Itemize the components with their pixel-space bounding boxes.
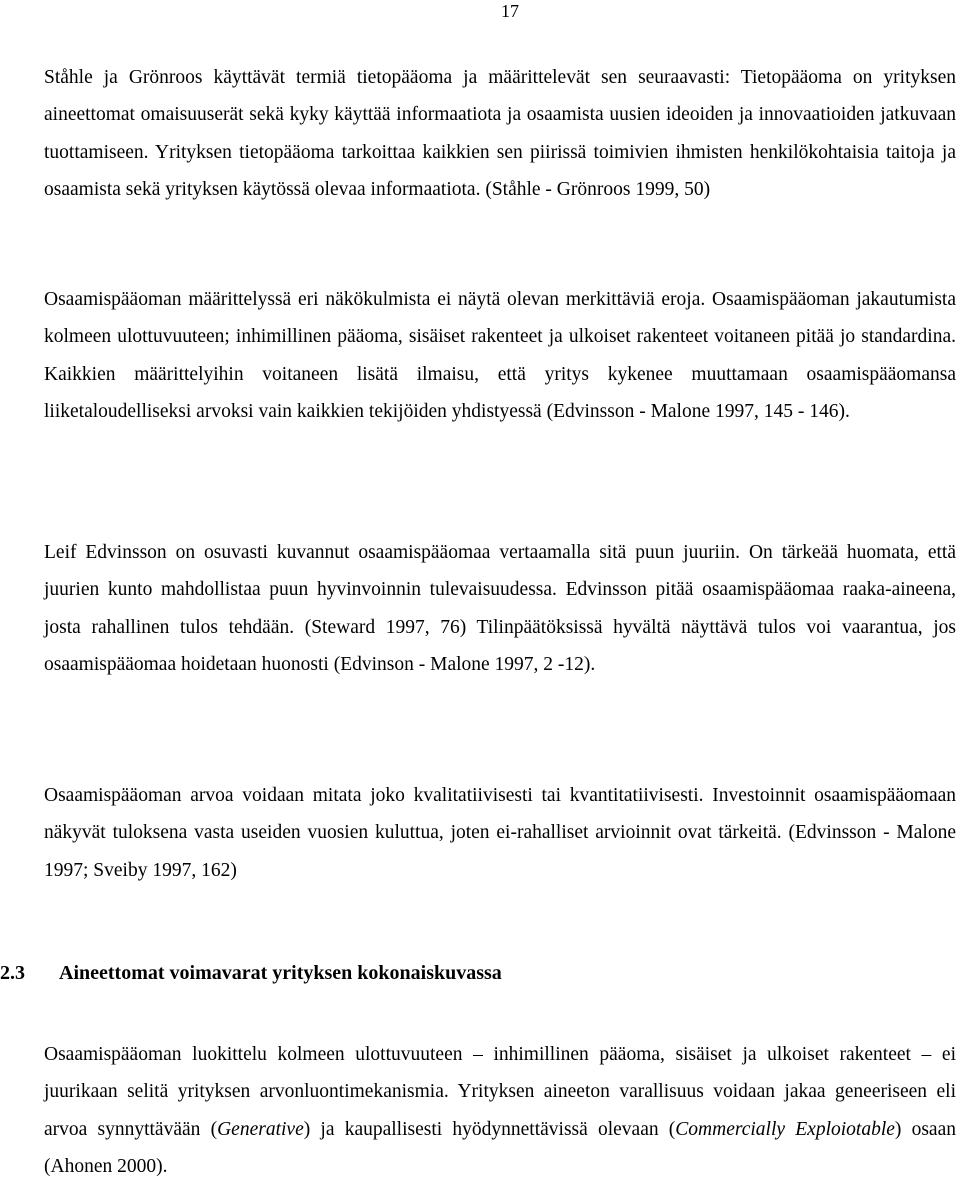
- section-number: 2.3: [0, 962, 25, 984]
- section-title: Aineettomat voimavarat yrityksen kokonaiskuvassa: [59, 962, 502, 984]
- page-number: 17: [501, 1, 519, 21]
- paragraph-intangible-assets: [44, 1036, 956, 1186]
- paragraph-intellectual-capital-definition: Ståhle ja Grönroos käyttävät termiä tietopääoma ja määrittelevät sen seuraavasti: Tietopääoma on yrityksen aineettomat omaisuuserät sekä kyky käyttää informaatiota ja osaamista uusien ideoiden ja innovaatioiden jatkuvaan tuottamiseen. Yrityksen tietopääoma tarkoittaa kaikkien sen piirissä toimivien ihmisten henkilökohtaisia taitoja ja osaamista sekä yrityksen käytössä olevaa informaatiota. (Ståhle - Grönroos 1999, 50): [44, 67, 956, 201]
- term-commercially-exploitable: Commercially Exploiotable: [675, 1118, 895, 1140]
- final-paragraph-text-1: Osaamispääoman luokittelu kolmeen ulottuvuuteen – inhimillinen pääoma, sisäiset ja ulkoiset rakenteet – ei juurikaan selitä yrityksen arvonluontimekanismia. Yrityksen aineeton varallisuus voidaan jakaa geneeriseen eli arvoa synnyttävään (: [44, 1044, 956, 1140]
- paragraph-competence-capital-definition: Osaamispääoman määrittelyssä eri näkökulmista ei näytä olevan merkittäviä eroja. Osaamispääoman jakautumista kolmeen ulottuvuuteen; inhimillinen pääoma, sisäiset rakenteet ja ulkoiset rakenteet voitaneen pitää jo standardina. Kaikkien määrittelyihin voitaneen lisätä ilmaisu, että yritys kykenee muuttamaan osaamispääomansa liiketaloudelliseksi arvoksi vain kaikkien tekijöiden yhdistyessä (Edvinsson - Malone 1997, 145 - 146).: [44, 289, 956, 423]
- section-heading: [0, 958, 956, 988]
- paragraph-measurement: Osaamispääoman arvoa voidaan mitata joko kvalitatiivisesti tai kvantitatiivisesti. Investoinnit osaamispääomaan näkyvät tuloksena vasta useiden vuosien kuluttua, joten ei-rahalliset arvioinnit ovat tärkeitä. (Edvinsson - Malone 1997; Sveiby 1997, 162): [44, 785, 956, 881]
- paragraph-tree-roots-analogy: Leif Edvinsson on osuvasti kuvannut osaamispääomaa vertaamalla sitä puun juuriin. On tärkeää huomata, että juurien kunto mahdollistaa puun hyvinvoinnin tulevaisuudessa. Edvinsson pitää osaamispääomaa raaka-aineena, josta rahallinen tulos tehdään. (Steward 1997, 76) Tilinpäätöksissä hyvältä näyttävä tulos voi vaarantua, jos osaamispääomaa hoidetaan huonosti (Edvinson - Malone 1997, 2 -12).: [44, 542, 956, 676]
- term-generative: Generative: [217, 1118, 304, 1140]
- final-paragraph-text-2: ) ja kaupallisesti hyödynnettävissä olevaan (: [303, 1118, 676, 1140]
- final-paragraph-text-3: ) osaan (Ahonen 2000).: [44, 1118, 956, 1178]
